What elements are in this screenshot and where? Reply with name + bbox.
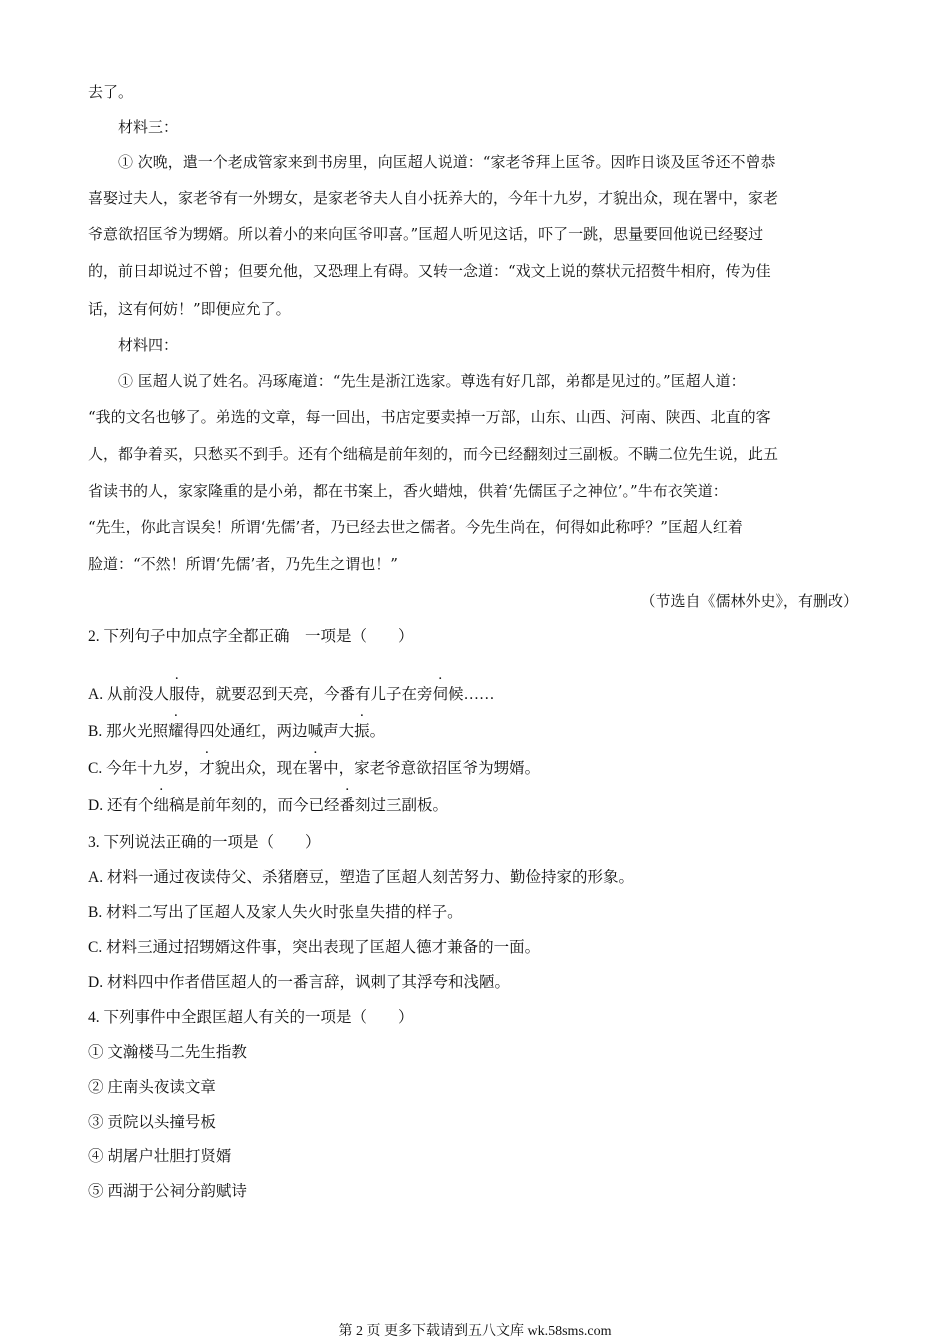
source-citation: （节选自《儒林外史》，有删改） (640, 592, 858, 610)
option-text: C. 今年十九岁， (88, 760, 200, 777)
option-text: 候…… (448, 686, 495, 703)
option-text: 稿是前年刻的，而今已经 (168, 797, 340, 814)
question-2-option-c (88, 758, 858, 780)
question-2-option-b (88, 721, 858, 743)
question-2-option-a (88, 684, 858, 706)
option-text: 得四处通红，两边喊声大 (183, 723, 355, 740)
question-3-option-d: D. 材料四中作者借匡超人的一番言辞，讽刺了其浮夸和浅陋。 (88, 974, 510, 991)
material-3-line: 话，这有何妨！”即便应允了。 (88, 300, 291, 318)
question-4-event: ② 庄南头夜读文章 (88, 1079, 216, 1096)
option-text: B. 那火光照 (88, 723, 169, 740)
question-2-option-d (88, 795, 858, 817)
dotted-char: 耀 (168, 723, 184, 740)
option-text: 中，家老爷意欲招匡爷为甥婿。 (323, 760, 541, 777)
dotted-char: 绌 (153, 797, 169, 814)
question-3-option-c: C. 材料三通过招甥婿这件事，突出表现了匡超人德才兼备的一面。 (88, 939, 541, 956)
question-4-event: ⑤ 西湖于公祠分韵赋诗 (88, 1183, 247, 1200)
dotted-char: 才 (199, 760, 215, 777)
option-text: 。 (369, 723, 386, 740)
question-4-event: ④ 胡屠户壮胆打贤婿 (88, 1148, 232, 1165)
material-4-line: ① 匡超人说了姓名。冯琢庵道：“先生是浙江选家。尊选有好几部，弟都是见过的。”匡超人道： (118, 372, 746, 390)
dotted-char: 振 (354, 723, 370, 740)
dotted-char: 服 (168, 686, 185, 703)
material-3-label: 材料三： (118, 118, 179, 136)
option-text: A. 从前没人 (88, 686, 169, 703)
question-3-option-b: B. 材料二写出了匡超人及家人失火时张皇失措的样子。 (88, 904, 463, 921)
option-text: D. 还有个 (88, 797, 154, 814)
continued-line: 去了。 (88, 83, 134, 101)
dotted-char: 署 (307, 760, 324, 777)
dotted-char: 番 (339, 797, 355, 814)
material-4-line: “先生，你此言误矣！所谓‘先儒’者，乃已经去世之儒者。今先生尚在，何得如此称呼？”匡超人红着 (88, 518, 743, 536)
dotted-char: 伺 (432, 686, 448, 703)
material-4-line: 人，都争着买，只愁买不到手。还有个绌稿是前年刻的，而今已经翻刻过三副板。不瞒二位先生说，此五 (88, 445, 779, 463)
material-4-line: 省读书的人，家家隆重的是小弟，都在书案上，香火蜡烛，供着‘先儒匡子之神位’。”牛布衣笑道： (88, 482, 728, 500)
option-text: 侍，就要忍到天亮，今番有儿子在旁 (184, 686, 433, 703)
material-3-line: 爷意欲招匡爷为甥婿。所以着小的来向匡爷叩喜。”匡超人听见这话，吓了一跳，思量要回他说已经娶过 (88, 225, 764, 243)
question-2-stem: 2. 下列句子中加点字全都正确 一项是（ ） (88, 628, 414, 645)
material-3-line: ① 次晚，遣一个老成管家来到书房里，向匡超人说道：“家老爷拜上匡爷。因昨日谈及匡爷还不曾恭 (118, 153, 776, 171)
material-4-line: 脸道：“不然！所谓‘先儒’者，乃先生之谓也！” (88, 555, 398, 573)
material-4-label: 材料四： (118, 336, 179, 354)
option-text: 貌出众，现在 (214, 760, 308, 777)
question-4-event: ③ 贡院以头撞号板 (88, 1114, 216, 1131)
question-4-event: ① 文瀚楼马二先生指教 (88, 1044, 247, 1061)
material-3-line: 的，前日却说过不曾；但要允他，又恐理上有碍。又转一念道：“戏文上说的蔡状元招赘牛相府，传为佳 (88, 262, 771, 280)
question-3-option-a: A. 材料一通过夜读侍父、杀猪磨豆，塑造了匡超人刻苦努力、勤俭持家的形象。 (88, 869, 634, 886)
question-3-stem: 3. 下列说法正确的一项是（ ） (88, 834, 321, 851)
question-4-stem: 4. 下列事件中全跟匡超人有关的一项是（ ） (88, 1009, 414, 1026)
material-4-line: “我的文名也够了。弟选的文章，每一回出，书店定要卖掉一万部，山东、山西、河南、陕西、北直的客 (88, 408, 771, 426)
option-text: 刻过三副板。 (355, 797, 449, 814)
page-footer: 第 2 页 更多下载请到五八文库 wk.58sms.com (338, 1324, 612, 1339)
material-3-line: 喜娶过夫人，家老爷有一外甥女，是家老爷夫人自小抚养大的，今年十九岁，才貌出众，现在署中，家老 (88, 189, 779, 207)
